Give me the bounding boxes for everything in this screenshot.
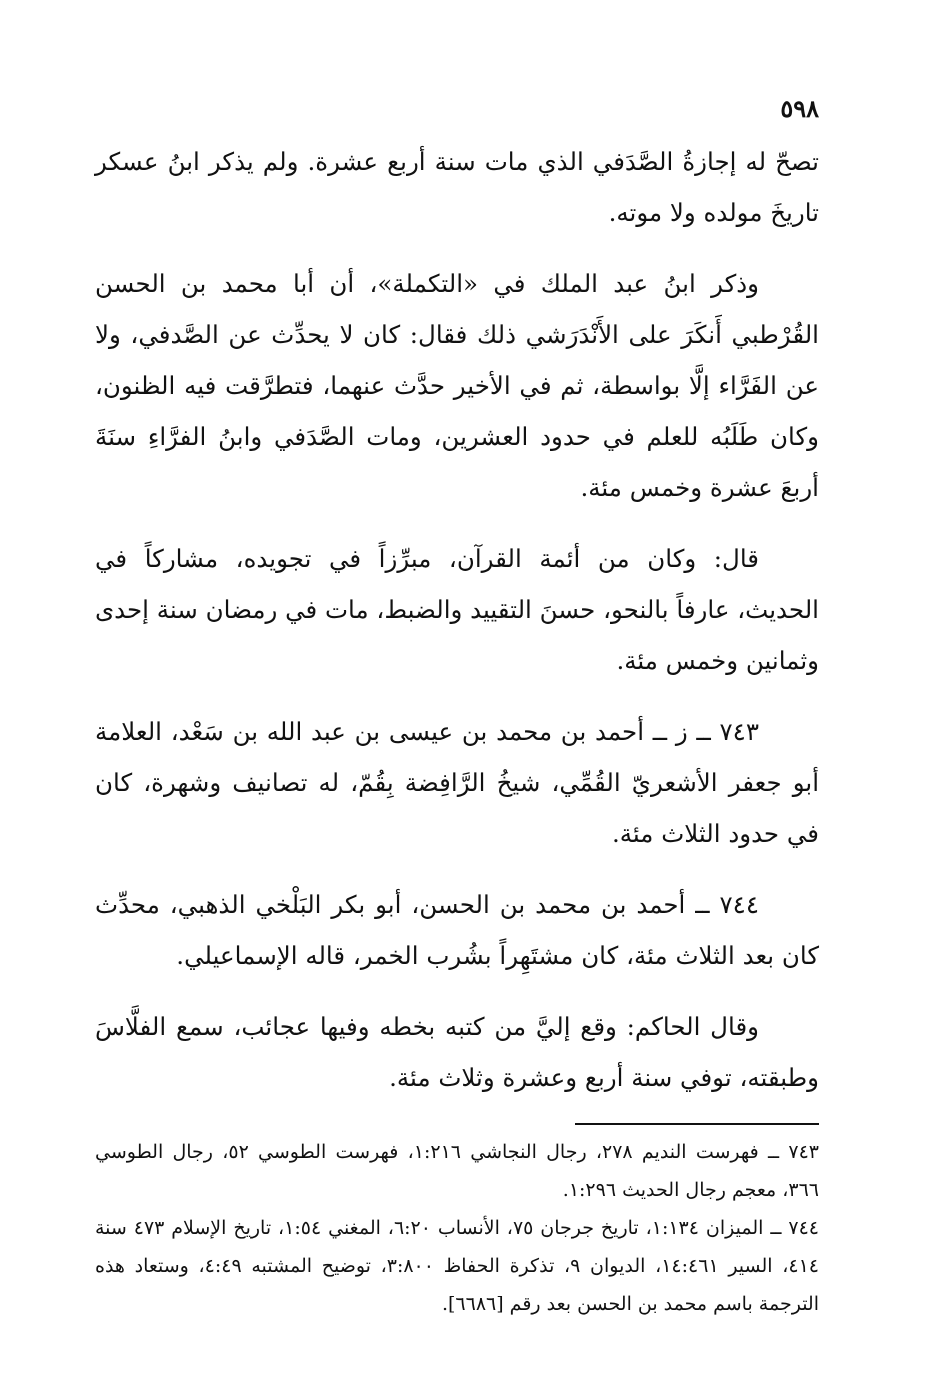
paragraph-6: وقال الحاكم: وقع إليَّ من كتبه بخطه وفيها عجائب، سمع الفلَّاسَ وطبقته، توفي سنة أربع وعشرة وثلاث مئة. <box>95 1011 819 1092</box>
footnote-743 <box>95 1133 819 1209</box>
paragraph-1: تصحّ له إجازةُ الصَّدَفي الذي مات سنة أربع عشرة. ولم يذكر ابنُ عسكر تاريخَ مولده ولا موته. <box>95 146 819 227</box>
footnote-text: الميزان ١:١٣٤، تاريخ جرجان ٧٥، الأنساب ٦:٢٠، المغني ١:٥٤، تاريخ الإسلام ٤٧٣ سنة ٤١٤، السير ١٤:٤٦١، الديوان ٩، تذكرة الحفاظ ٣:٨٠٠، توضيح المشتبه ٤:٤٩، وستعاد هذه الترجمة باسم محمد بن الحسن بعد رقم [٦٦٨٦]. <box>95 1216 819 1315</box>
footnote-text: فهرست النديم ٢٧٨، رجال النجاشي ١:٢١٦، فهرست الطوسي ٥٢، رجال الطوسي ٣٦٦، معجم رجال الحديث ١:٢٩٦. <box>95 1140 819 1201</box>
footnote-divider <box>575 1123 819 1125</box>
footnote-number: ٧٤٤ ــ <box>770 1216 819 1239</box>
page-number: ٥٩٨ <box>780 94 819 123</box>
entry-744: ٧٤٤ ــ أحمد بن محمد بن الحسن، أبو بكر البَلْخي الذهبي، محدِّث كان بعد الثلاث مئة، كان مشتَهِراً بشُرب الخمر، قاله الإسماعيلي. <box>95 889 819 970</box>
entry-743: ٧٤٣ ــ ز ــ أحمد بن محمد بن عيسى بن عبد الله بن سَعْد، العلامة أبو جعفر الأشعريّ القُمِّي، شيخُ الرَّافِضة بِقُمّ، له تصانيف وشهرة، كان في حدود الثلاث مئة. <box>95 716 819 848</box>
paragraph-3: قال: وكان من أئمة القرآن، مبرِّزاً في تجويده، مشاركاً في الحديث، عارفاً بالنحو، حسنَ التقييد والضبط، مات في رمضان سنة إحدى وثمانين وخمس مئة. <box>95 543 819 675</box>
footnote-number: ٧٤٣ ــ <box>767 1140 819 1163</box>
page-content <box>95 95 819 1323</box>
paragraph-2: وذكر ابنُ عبد الملك في «التكملة»، أن أبا محمد بن الحسن القُرْطبي أَنكَرَ على الأَنْدَرَشي ذلك فقال: كان لا يحدِّث عن الصَّدفي، ولا عن الفَرَّاء إلَّا بواسطة، ثم في الأخير حدَّث عنهما، فتطرَّقت فيه الظنون، وكان طَلَبُه للعلم في حدود العشرين، ومات الصَّدَفي وابنُ الفرَّاءِ سنَةَ أربعَ عشرة وخمس مئة. <box>95 268 819 502</box>
footnote-744 <box>95 1209 819 1323</box>
